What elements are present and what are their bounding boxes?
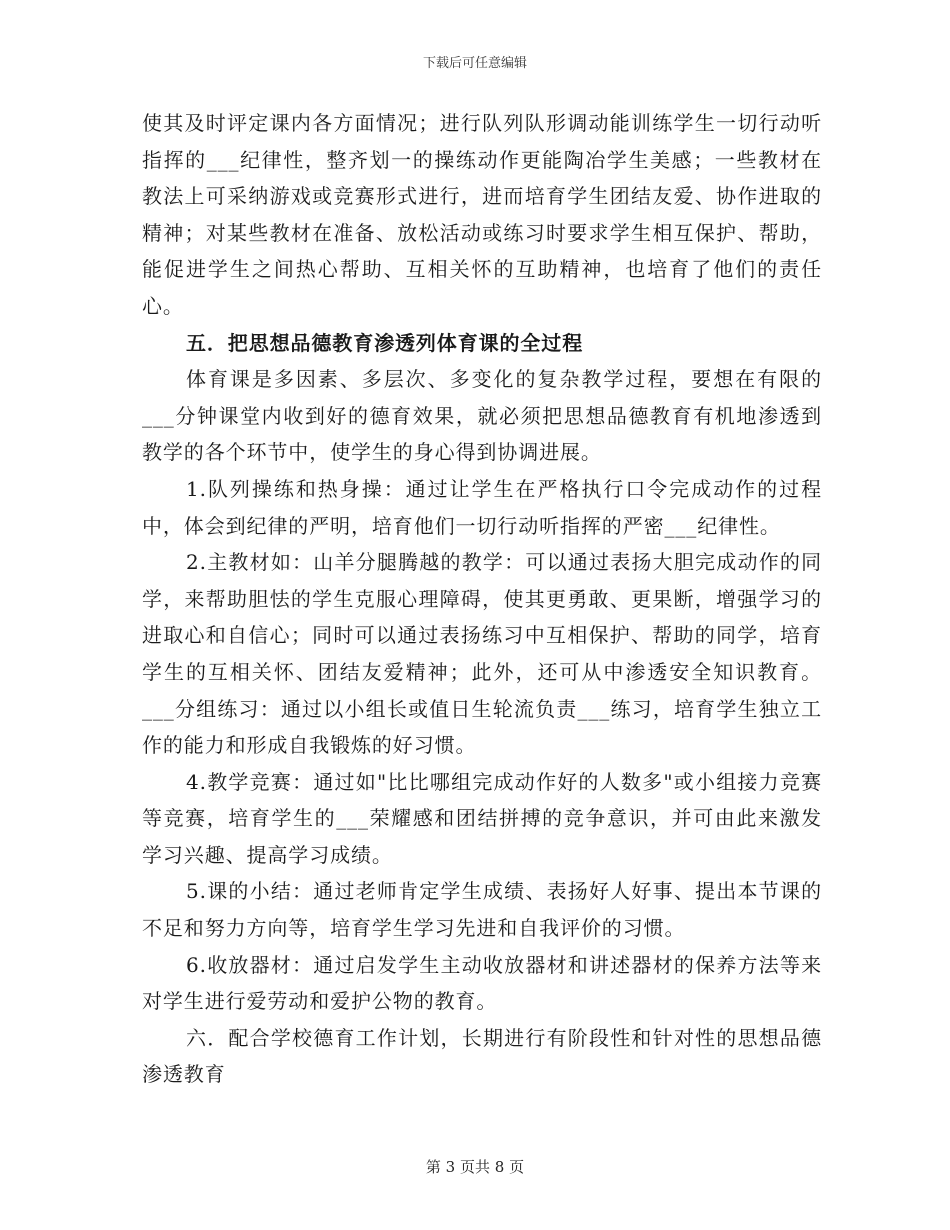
- document-body: [142, 105, 822, 1093]
- list-item-6: 6.收放器材：通过启发学生主动收放器材和讲述器材的保养方法等来对学生进行爱劳动和爱护公物的教育。: [142, 952, 822, 1014]
- section-heading-five: 五．把思想品德教育渗透列体育课的全过程: [186, 330, 584, 355]
- paragraph-continuation: 使其及时评定课内各方面情况；进行队列队形调动能训练学生一切行动听指挥的___纪律性，整齐划一的操练动作更能陶冶学生美感；一些教材在教法上可采纳游戏或竞赛形式进行，进而培育学生团结友爱、协作进取的精神；对某些教材在准备、放松活动或练习时要求学生相互保护、帮助，能促进学生之间热心帮助、互相关怀的互助精神，也培育了他们的责任心。: [142, 111, 822, 318]
- page-footer: 第 3 页共 8 页: [425, 1158, 525, 1176]
- list-item-4: 4.教学竞赛：通过如"比比哪组完成动作好的人数多"或小组接力竞赛等竞赛，培育学生的___荣耀感和团结拼搏的竞争意识，并可由此来激发学习兴趣、提高学习成绩。: [142, 769, 822, 867]
- list-item-1: 1.队列操练和热身操：通过让学生在严格执行口令完成动作的过程中，体会到纪律的严明，培育他们一切行动听指挥的严密___纪律性。: [142, 476, 822, 538]
- page-header: 下载后可任意编辑: [422, 56, 527, 71]
- paragraph-intro: 体育课是多因素、多层次、多变化的复杂教学过程，要想在有限的___分钟课堂内收到好的德育效果，就必须把思想品德教育有机地渗透到教学的各个环节中，使学生的身心得到协调进展。: [142, 367, 822, 465]
- list-item-2: 2.主教材如：山羊分腿腾越的教学：可以通过表扬大胆完成动作的同学，来帮助胆怯的学生克服心理障碍，使其更勇敢、更果断，增强学习的进取心和自信心；同时可以通过表扬练习中互相保护、帮助的同学，培育学生的互相关怀、团结友爱精神；此外，还可从中渗透安全知识教育。___分组练习：通过以小组长或值日生轮流负责___练习，培育学生独立工作的能力和形成自我锻炼的好习惯。: [142, 550, 822, 758]
- list-item-5: 5.课的小结：通过老师肯定学生成绩、表扬好人好事、提出本节课的不足和努力方向等，培育学生学习先进和自我评价的习惯。: [142, 879, 822, 941]
- section-heading-six: 六．配合学校德育工作计划，长期进行有阶段性和针对性的思想品德渗透教育: [142, 1025, 822, 1087]
